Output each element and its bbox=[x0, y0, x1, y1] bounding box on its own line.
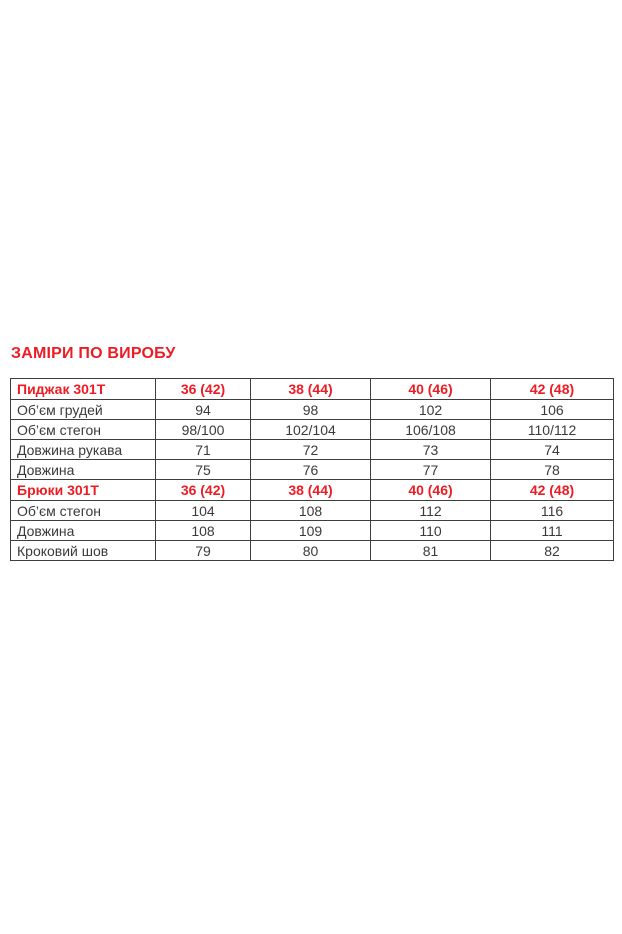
value-cell: 36 (42) bbox=[156, 379, 251, 400]
value-cell: 94 bbox=[156, 400, 251, 420]
table-row bbox=[11, 420, 614, 440]
value-cell: 112 bbox=[371, 501, 491, 521]
value-cell: 102 bbox=[371, 400, 491, 420]
value-cell: 42 (48) bbox=[491, 480, 614, 501]
value-cell: 108 bbox=[156, 521, 251, 541]
page-title: ЗАМІРИ ПО ВИРОБУ bbox=[11, 345, 176, 362]
value-cell: 79 bbox=[156, 541, 251, 561]
value-cell: 110/112 bbox=[491, 420, 614, 440]
table-row bbox=[11, 541, 614, 561]
value-cell: 38 (44) bbox=[251, 379, 371, 400]
value-cell: 82 bbox=[491, 541, 614, 561]
table-row bbox=[11, 440, 614, 460]
value-cell: 38 (44) bbox=[251, 480, 371, 501]
row-label-cell: Кроковий шов bbox=[11, 541, 156, 561]
value-cell: 106 bbox=[491, 400, 614, 420]
row-label-cell: Об’єм стегон bbox=[11, 420, 156, 440]
value-cell: 109 bbox=[251, 521, 371, 541]
value-cell: 80 bbox=[251, 541, 371, 561]
value-cell: 111 bbox=[491, 521, 614, 541]
table-row bbox=[11, 460, 614, 480]
value-cell: 73 bbox=[371, 440, 491, 460]
value-cell: 77 bbox=[371, 460, 491, 480]
size-chart-section bbox=[0, 345, 622, 561]
value-cell: 98/100 bbox=[156, 420, 251, 440]
value-cell: 40 (46) bbox=[371, 379, 491, 400]
value-cell: 98 bbox=[251, 400, 371, 420]
value-cell: 72 bbox=[251, 440, 371, 460]
value-cell: 116 bbox=[491, 501, 614, 521]
size-table-body bbox=[11, 379, 614, 561]
table-row bbox=[11, 521, 614, 541]
section-header-row bbox=[11, 379, 614, 400]
value-cell: 106/108 bbox=[371, 420, 491, 440]
value-cell: 36 (42) bbox=[156, 480, 251, 501]
section-header-row bbox=[11, 480, 614, 501]
size-table bbox=[10, 378, 614, 561]
row-label-cell: Пиджак 301Т bbox=[11, 379, 156, 400]
value-cell: 104 bbox=[156, 501, 251, 521]
row-label-cell: Об’єм стегон bbox=[11, 501, 156, 521]
value-cell: 75 bbox=[156, 460, 251, 480]
value-cell: 110 bbox=[371, 521, 491, 541]
value-cell: 76 bbox=[251, 460, 371, 480]
value-cell: 78 bbox=[491, 460, 614, 480]
table-row bbox=[11, 501, 614, 521]
value-cell: 102/104 bbox=[251, 420, 371, 440]
value-cell: 74 bbox=[491, 440, 614, 460]
row-label-cell: Довжина рукава bbox=[11, 440, 156, 460]
table-row bbox=[11, 400, 614, 420]
row-label-cell: Брюки 301Т bbox=[11, 480, 156, 501]
row-label-cell: Об’єм грудей bbox=[11, 400, 156, 420]
value-cell: 71 bbox=[156, 440, 251, 460]
row-label-cell: Довжина bbox=[11, 521, 156, 541]
row-label-cell: Довжина bbox=[11, 460, 156, 480]
value-cell: 42 (48) bbox=[491, 379, 614, 400]
value-cell: 40 (46) bbox=[371, 480, 491, 501]
value-cell: 108 bbox=[251, 501, 371, 521]
value-cell: 81 bbox=[371, 541, 491, 561]
